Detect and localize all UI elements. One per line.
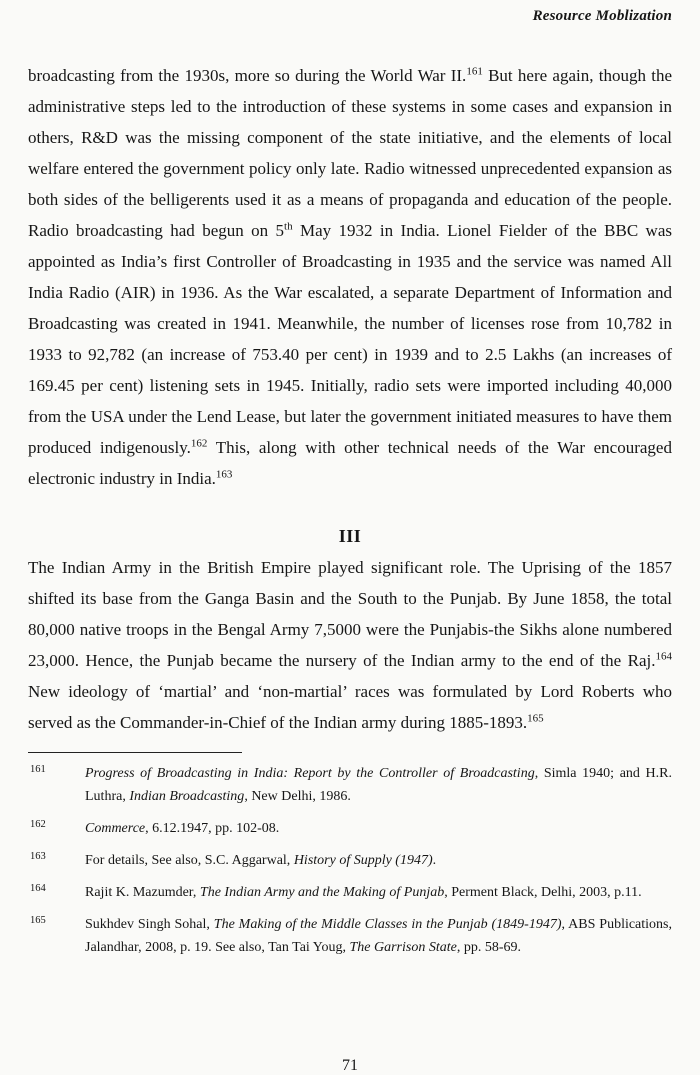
footnote-item-164 xyxy=(28,881,672,904)
paragraph-text-run: The Indian Army in the British Empire played significant role. The Uprising of the 1857 shifted its base from the Ganga Basin and the South to the Punjab. By June 1858, the total 80,000 native troops in the Bengal Army 7,5000 were the Punjabis-the Sikhs alone numbered 23,000. Hence, the Punjab became the nursery of the Indian army to the end of the Raj. xyxy=(28,558,672,670)
footnote-text-run: For details, See also, S.C. Aggarwal, xyxy=(85,853,294,868)
footnotes-section xyxy=(28,762,672,959)
footnote-text-run: Progress of Broadcasting in India: Report by the Controller of Broadcasting xyxy=(85,766,535,781)
footnote-text-run: The Garrison State xyxy=(349,940,457,955)
footnote-text-run: Indian Broadcasting xyxy=(129,789,245,804)
paragraph-text-run: broadcasting from the 1930s, more so during the World War II. xyxy=(28,66,467,85)
footnote-ref-164: 164 xyxy=(655,650,672,663)
footnote-number: 164 xyxy=(30,883,46,894)
footnote-text-run: , New Delhi, 1986. xyxy=(244,789,351,804)
footnote-item-165 xyxy=(28,913,672,959)
paragraph-text-run: This, along with other technical needs of the War encouraged electronic industry in India. xyxy=(28,438,672,488)
paragraph-text-run: New ideology of ‘martial’ and ‘non-martial’ races was formulated by Lord Roberts who served as the Commander-in-Chief of the Indian army during 1885-1893. xyxy=(28,682,672,732)
footnote-ref-163: 163 xyxy=(215,468,233,481)
footnote-text-run: , pp. 58-69. xyxy=(456,940,522,955)
footnote-number: 165 xyxy=(30,915,46,926)
footnote-text-run: The Indian Army and the Making of Punjab xyxy=(199,885,445,900)
page-number: 71 xyxy=(342,1057,358,1074)
footnote-text-run: Rajit K. Mazumder, xyxy=(85,885,200,900)
paragraph-indian-army xyxy=(28,552,672,738)
footnote-separator xyxy=(28,752,242,753)
footnote-text-run: , Perment Black, Delhi, 2003, p.11. xyxy=(444,885,642,900)
footnote-item-161 xyxy=(28,762,672,808)
footnote-ref-165: 165 xyxy=(527,712,544,725)
body-text xyxy=(28,60,672,738)
footnote-text-run: , ABS Publications, Jalandhar, 2008, p. 19. See also, Tan Tai Youg, xyxy=(85,917,672,955)
footnote-text-run: , 6.12.1947, pp. 102-08. xyxy=(145,821,280,836)
footnote-ref-162: 162 xyxy=(190,437,208,450)
running-title: Resource Moblization xyxy=(532,8,672,24)
footnote-text-run: The Making of the Middle Classes in the Punjab (1849-1947) xyxy=(213,917,562,932)
footnote-text-run: Sukhdev Singh Sohal, xyxy=(85,917,214,932)
footnote-item-162 xyxy=(28,817,672,840)
footnote-text-run: , Simla 1940; and H.R. Luthra, xyxy=(85,766,672,804)
footnote-ref-161: 161 xyxy=(466,65,483,78)
section-heading: III xyxy=(338,526,362,546)
footnote-text-run: History of Supply (1947) xyxy=(293,853,433,868)
footnote-item-163 xyxy=(28,849,672,872)
footnote-number: 162 xyxy=(30,819,46,830)
paragraph-radio-broadcasting xyxy=(28,60,672,494)
footnote-number: 163 xyxy=(30,851,46,862)
footnote-number: 161 xyxy=(30,764,46,775)
footnote-text-run: Commerce xyxy=(85,821,146,836)
ordinal-superscript: th xyxy=(284,220,293,233)
paragraph-text-run: May 1932 in India. Lionel Fielder of the BBC was appointed as India’s first Controller of Broadcasting in 1935 and the service was named All India Radio (AIR) in 1936. As the War escalated, a separate Department of Information and Broadcasting was created in 1941. Meanwhile, the number of licenses rose from 10,782 in 1933 to 92,782 (an increase of 753.40 per cent) in 1939 and to 2.5 Lakhs (an increases of 169.45 per cent) listening sets in 1945. Initially, radio sets were imported including 40,000 from the USA under the Lend Lease, but later the government initiated measures to have them produced indigenously. xyxy=(28,221,672,457)
paragraph-text-run: But here again, though the administrative steps led to the introduction of these systems in some cases and expansion in others, R&D was the missing component of the state initiative, and the elements of local welfare entered the government policy only late. Radio witnessed unprecedented expansion as both sides of the belligerents used it as a means of propaganda and education of the people. Radio broadcasting had begun on 5 xyxy=(28,66,673,240)
footnote-text-run: . xyxy=(432,853,437,868)
